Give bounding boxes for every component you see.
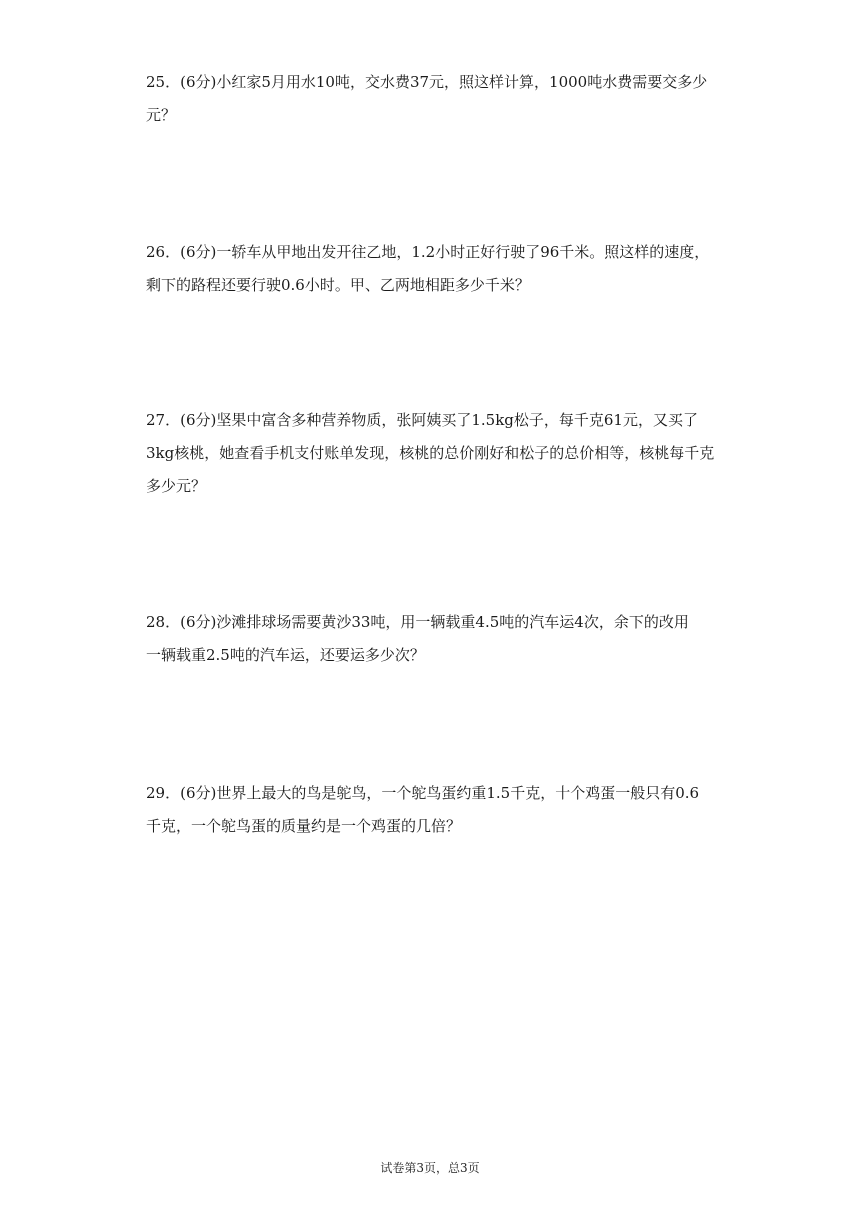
question-26 <box>146 236 726 302</box>
question-28 <box>146 606 726 672</box>
question-text-line: 3kg核桃，她查看手机支付账单发现，核桃的总价刚好和松子的总价相等，核桃每千克 <box>146 444 715 462</box>
question-text-line: 剩下的路程还要行驶0.6小时。甲、乙两地相距多少千米？ <box>146 276 530 294</box>
question-text-line: 28．(6分)沙滩排球场需要黄沙33吨，用一辆载重4.5吨的汽车运4次，余下的改用 <box>146 613 689 631</box>
question-text-line: 25．(6分)小红家5月用水10吨，交水费37元，照这样计算，1000吨水费需要交多少 <box>146 73 708 91</box>
question-25 <box>146 66 726 132</box>
question-text-line: 元？ <box>146 106 177 124</box>
question-29 <box>146 777 726 843</box>
question-text-line: 26．(6分)一轿车从甲地出发开往乙地，1.2小时正好行驶了96千米。照这样的速度， <box>146 243 710 261</box>
page-footer <box>0 1159 860 1176</box>
question-text-line: 千克，一个鸵鸟蛋的质量约是一个鸡蛋的几倍？ <box>146 817 462 835</box>
page-number-label: 试卷第3页，总3页 <box>380 1161 480 1175</box>
question-text-line: 29．(6分)世界上最大的鸟是鸵鸟，一个鸵鸟蛋约重1.5千克，十个鸡蛋一般只有0.6 <box>146 784 700 802</box>
question-text-line: 27．(6分)坚果中富含多种营养物质，张阿姨买了1.5kg松子，每千克61元，又买了 <box>146 411 698 429</box>
question-text-line: 一辆载重2.5吨的汽车运，还要运多少次？ <box>146 646 425 664</box>
question-text-line: 多少元？ <box>146 477 207 495</box>
question-27 <box>146 404 726 503</box>
